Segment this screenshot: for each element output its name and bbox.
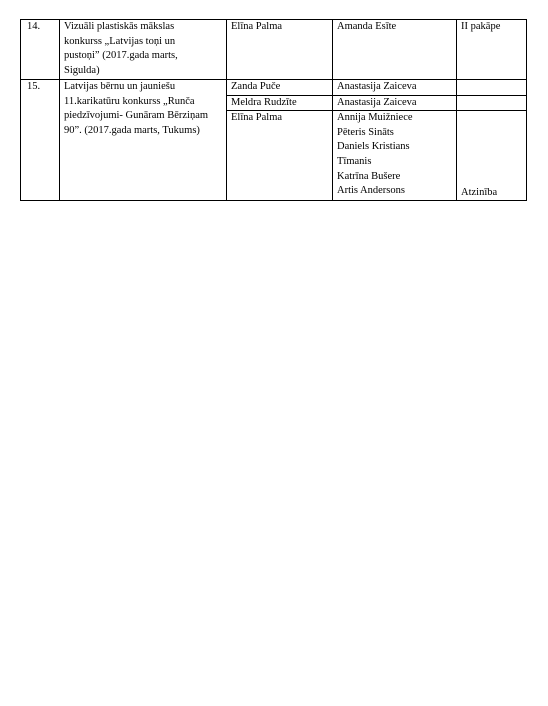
student-name: Tīmanis xyxy=(337,155,372,167)
event-description: Vizuāli plastiskās mākslas konkurss „Latvijas toņi un pustoņi” (2017.gada marts, Sigulda) xyxy=(60,20,227,80)
award: II pakāpe xyxy=(457,20,527,80)
teacher-name: Meldra Rudzīte xyxy=(227,95,333,111)
event-description: Latvijas bērnu un jauniešu 11.karikatūru konkurss „Runča piedzīvojumi- Gunāram Bērziņam 90”. (2017.gada marts, Tukums) xyxy=(60,80,227,201)
teacher-name: Elīna Palma xyxy=(227,111,333,201)
row-number: 14. xyxy=(21,20,60,80)
student-name: Artis Andersons xyxy=(337,185,405,197)
teacher-name: Elīna Palma xyxy=(227,20,333,80)
award: Atzinība xyxy=(457,111,527,201)
student-name: Katrīna Bušere xyxy=(337,170,401,182)
student-name: Anastasija Zaiceva xyxy=(333,95,457,111)
teacher-name: Zanda Puče xyxy=(227,80,333,96)
awards-table xyxy=(20,19,527,201)
student-name: Amanda Esīte xyxy=(333,20,457,80)
table-row xyxy=(21,20,527,80)
award xyxy=(457,80,527,96)
student-name: Pēteris Sināts xyxy=(337,126,394,138)
student-name: Anastasija Zaiceva xyxy=(333,80,457,96)
student-list xyxy=(333,111,457,201)
table-row xyxy=(21,80,527,96)
student-name: Annija Muižniece xyxy=(337,112,413,124)
student-name: Daniels Kristians xyxy=(337,141,410,153)
award xyxy=(457,95,527,111)
row-number: 15. xyxy=(21,80,60,201)
